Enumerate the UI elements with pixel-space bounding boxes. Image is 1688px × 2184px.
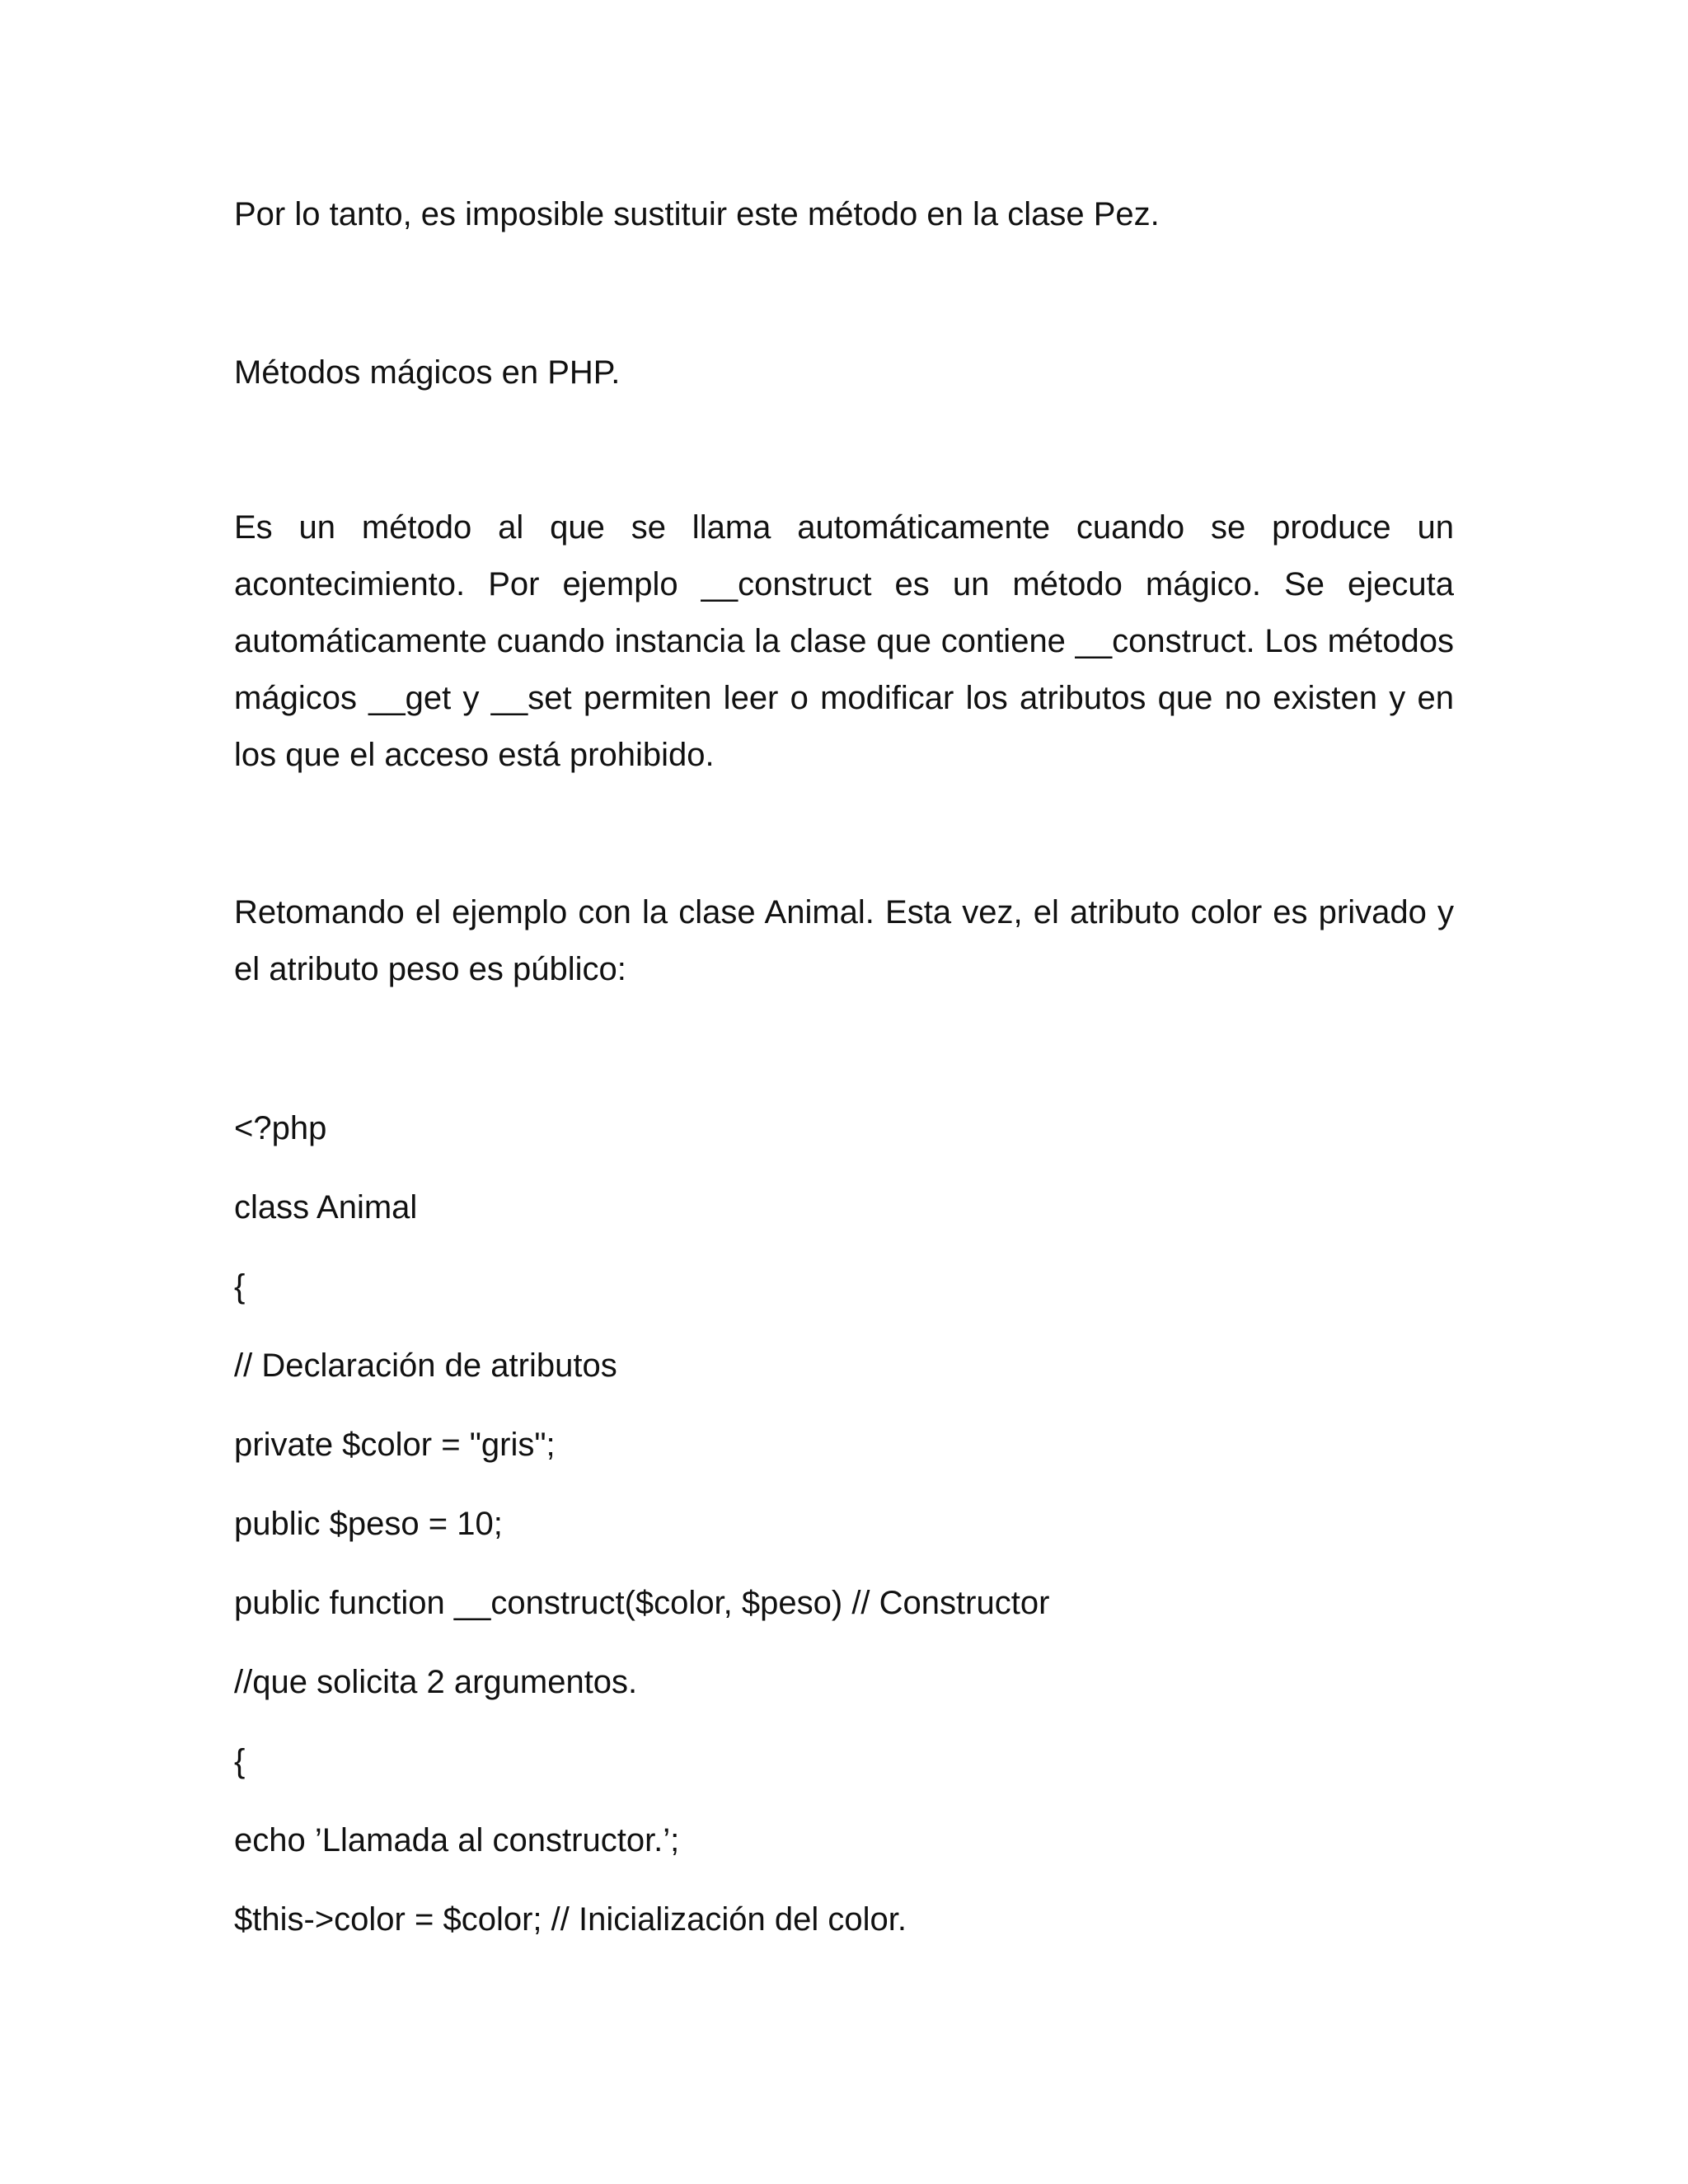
code-line: echo ’Llamada al constructor.’; <box>234 1822 680 1858</box>
code-line: <?php <box>234 1110 327 1146</box>
paragraph-magic-methods: Es un método al que se llama automáticamente cuando se produce un acontecimiento. Por ejemplo __construct es un método mágico. Se ejecuta automáticamente cuando instancia la clase que contiene __construct. Los métodos mágicos __get y __set permiten leer o modificar los atributos que no existen y en los que el acceso está prohibido. <box>234 509 1454 773</box>
code-line: public $peso = 10; <box>234 1506 503 1542</box>
section-heading: Métodos mágicos en PHP. <box>234 354 621 391</box>
code-line: { <box>234 1268 246 1305</box>
code-line: //que solicita 2 argumentos. <box>234 1664 638 1700</box>
code-line: private $color = "gris"; <box>234 1427 556 1463</box>
code-line: $this->color = $color; // Inicialización del color. <box>234 1901 907 1938</box>
code-line: { <box>234 1743 246 1779</box>
code-line: // Declaración de atributos <box>234 1347 617 1384</box>
paragraph-intro: Por lo tanto, es imposible sustituir este método en la clase Pez. <box>234 196 1160 232</box>
code-line: public function __construct($color, $peso) // Constructor <box>234 1585 1050 1621</box>
paragraph-animal-example: Retomando el ejemplo con la clase Animal. Esta vez, el atributo color es privado y el atributo peso es público: <box>234 894 1454 987</box>
code-line: class Animal <box>234 1189 418 1226</box>
